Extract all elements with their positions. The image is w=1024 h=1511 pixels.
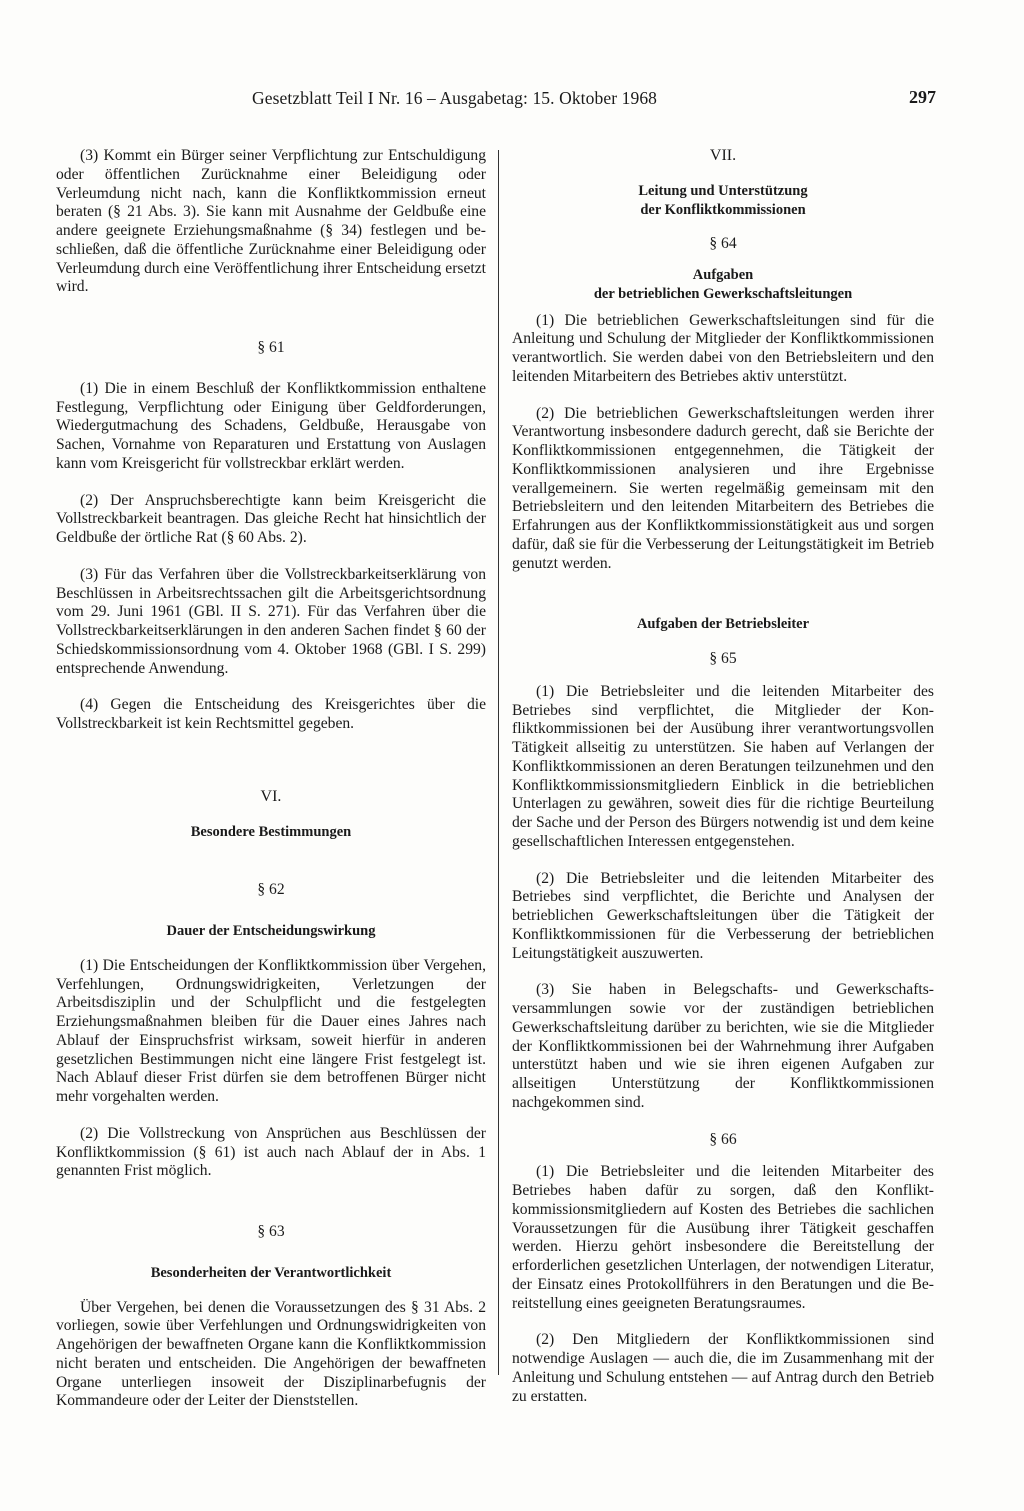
paragraph-65-1: (1) Die Betriebsleiter und die leitenden Mitarbeiter des Betriebes sind verpflichtet, die Mitglieder der Konfliktkommissionen bei der Ausübung ihrer verantwortungsvollen Tätigkeit allseitig zu unterstützen. Sie haben auf Verlangen der Konfliktkommissionen an deren Beratungen teilzunehmen und den Konfliktkommissionsmitgliedern Einblick in die betrieblichen Unterlagen zu gewähren, soweit dies für die richtige Beurteilung der Sache und der Person des Bürgers notwendig ist und dem keine gesellschaftlichen Interessen entgegenstehen. [512, 682, 934, 850]
page-header [0, 88, 1024, 114]
part-vi-numeral: VI. [260, 787, 282, 805]
page-number: 297 [909, 87, 936, 107]
section-66-heading: § 66 [709, 1130, 737, 1148]
paragraph-61-4: (4) Gegen die Entscheidung des Kreisgerichtes über die Vollstreckbarkeit ist kein Rechtsmittel gegeben. [56, 696, 486, 732]
part-vi-title: Besondere Bestimmungen [190, 823, 352, 840]
paragraph-61-3: (3) Für das Verfahren über die Vollstreckbarkeitserklärung von Beschlüssen in Arbeitsrechtssachen gilt die Arbeitsgerichtsordnung vom 29. Juni 1961 (GBl. II S. 271). Für das Verfahren über die Vollstreckbarkeitserklärungen in den anderen Sachen findet § 60 der Schiedskommissionsordnung vom 4. Oktober 1968 (GBl. I S. 299) entsprechende Anwendung. [56, 565, 486, 677]
header-title: Gesetzblatt Teil I Nr. 16 – Ausgabetag: 15. Oktober 1968 [252, 88, 658, 108]
paragraph-62-1: (1) Die Entscheidungen der Konfliktkommission über Vergehen, Verfehlungen, Ordnungswidrigkeiten, Verletzungen der Arbeitsdisziplin und der Schulpflicht und die festgelegten Erziehungsmaßnahmen bleiben für die Dauer eines Jahres nach Ablauf der Einspruchsfrist wirksam, soweit hierfür in anderen gesetzlichen Bestimmungen nicht eine längere Frist festgelegt ist. Nach Ablauf dieser Frist dürfen sie dem betroffenen Bürger nicht mehr vorgehalten werden. [56, 956, 486, 1105]
section-65-heading: § 65 [709, 650, 737, 667]
section-63-title: Besonderheiten der Verantwortlichkeit [150, 1264, 392, 1281]
paragraph-63: Über Vergehen, bei denen die Voraussetzungen des § 31 Abs. 2 vorliegen, sowie über Verfehlungen und Ordnungswidrigkeiten von Angehörigen der bewaffneten Organe kann die Konfliktkommission nicht beraten und entscheiden. Die Angehörigen der bewaffneten Organe unterliegen insoweit der Disziplinarbefugnis der Kommandeure oder der Leiter der Dienststellen. [56, 1298, 486, 1410]
paragraph-65-3: (3) Sie haben in Belegschafts- und Gewerkschaftsversammlungen sowie vor der zuständigen betrieblichen Gewerkschaftsleitung darüber zu berichten, wie sie die Mitglieder der Konfliktkommissionen bei der Wahrnehmung ihrer Aufgaben unterstützt haben und wie sie ihren eigenen Aufgaben zur allseitigen Unterstützung der Konfliktkommissionen nachgekommen sind. [512, 981, 934, 1111]
section-64-title-line2: der betrieblichen Gewerkschaftsleitungen [593, 285, 853, 302]
paragraph-62-2: (2) Die Vollstreckung von Ansprüchen aus Beschlüssen der Konfliktkommission (§ 61) ist auch nach Ablauf der in Abs. 1 genannten Frist möglich. [56, 1124, 486, 1180]
section-63-heading: § 63 [257, 1223, 285, 1240]
paragraph-64-1: (1) Die betrieblichen Gewerkschaftsleitungen sind für die Anleitung und Schulung der Mitglieder der Konfliktkommissionen verantwortlich. Sie werden dabei von den Betriebsleitern und den leitenden Mitarbeitern des Betriebes aktiv unterstützt. [512, 311, 934, 385]
section-62-heading: § 62 [257, 881, 285, 899]
part-vii-numeral: VII. [709, 147, 737, 164]
section-61-heading: § 61 [257, 339, 285, 356]
paragraph-61-1: (1) Die in einem Beschluß der Konfliktkommission enthaltene Festlegung, Verpflichtung oder Einigung über Geldforderungen, Wiedergutmachung des Schadens, Geldbuße, Herausgabe von Sachen, Vornahme von Reparaturen und Erstattung von Auslagen kann vom Kreisgericht für vollstreckbar erklärt werden. [56, 379, 486, 472]
section-64-title-line1: Aufgaben [692, 267, 754, 283]
section-64-heading: § 64 [709, 235, 737, 253]
left-column [56, 147, 486, 1429]
paragraph-66-1: (1) Die Betriebsleiter und die leitenden Mitarbeiter des Betriebes haben dafür zu sorgen, daß den Konfliktkommissionsmitgliedern auf Kosten des Betriebes die sachlichen Voraussetzungen für die Ausübung ihrer Tätigkeit geschaffen werden. Hierzu gehört insbesondere die Bereitstellung der erforderlichen gesetzlichen Unterlagen, der notwendigen Literatur, der Einsatz eines Protokollführers in den Beratungen und die Bereitstellung eines geeigneten Beratungsraumes. [512, 1163, 934, 1312]
section-betriebsleiter-title: Aufgaben der Betriebsleiter [636, 616, 810, 633]
part-vii-title-line2: der Konfliktkommissionen [640, 201, 806, 218]
column-divider [498, 150, 499, 1375]
paragraph-64-2: (2) Die betrieblichen Gewerkschaftsleitungen werden ihrer Verantwortung insbesondere dadurch gerecht, daß sie Berichte der Konfliktkommissionen entgegennehmen, die Tätigkeit der Konfliktkommissionen analysieren und ihre Ergebnisse verallgemeinern. Sie werten regelmäßig gemeinsam mit den Betriebsleitern und den leitenden Mitarbeitern des Betriebes die Erfahrungen aus der Konfliktkommissionstätigkeit aus und sorgen dafür, daß sie für die Verbesserung der Leitungstätigkeit im Betrieb genutzt werden. [512, 404, 934, 572]
section-62-title: Dauer der Entscheidungswirkung [166, 923, 376, 939]
paragraph-60-3: (3) Kommt ein Bürger seiner Verpflichtung zur Entschuldigung oder öffentlichen Zurücknahme einer Beleidigung oder Verleumdung nicht nach, kann die Konfliktkommission erneut beraten (§ 21 Abs. 3). Sie kann mit Ausnahme der Geldbuße eine andere geeignete Erziehungsmaßnahme (§ 34) festlegen und beschließen, daß die öffentliche Zurücknahme einer Beleidigung oder Verleumdung durch eine Veröffentlichung ihrer Entscheidung ersetzt wird. [56, 147, 486, 296]
paragraph-61-2: (2) Der Anspruchsberechtigte kann beim Kreisgericht die Vollstreckbarkeit beantragen. Das gleiche Recht hat hinsichtlich der Geldbuße der örtliche Rat (§ 60 Abs. 2). [56, 491, 486, 546]
right-column [512, 147, 934, 1424]
part-vii-title-line1: Leitung und Unterstützung [638, 182, 808, 199]
paragraph-65-2: (2) Die Betriebsleiter und die leitenden Mitarbeiter des Betriebes sind verpflichtet, die Berichte und Analysen der betrieblichen Gewerkschaftsleitungen über die Tätigkeit der Konfliktkommissionen für die Verbesserung der betrieblichen Leitungstätigkeit auszuwerten. [512, 869, 934, 962]
paragraph-66-2: (2) Den Mitgliedern der Konfliktkommissionen sind notwendige Auslagen — auch die, die im Zusammenhang mit der Anleitung und Schulung entstehen — auf Antrag durch den Betrieb zu erstatten. [512, 1331, 934, 1405]
